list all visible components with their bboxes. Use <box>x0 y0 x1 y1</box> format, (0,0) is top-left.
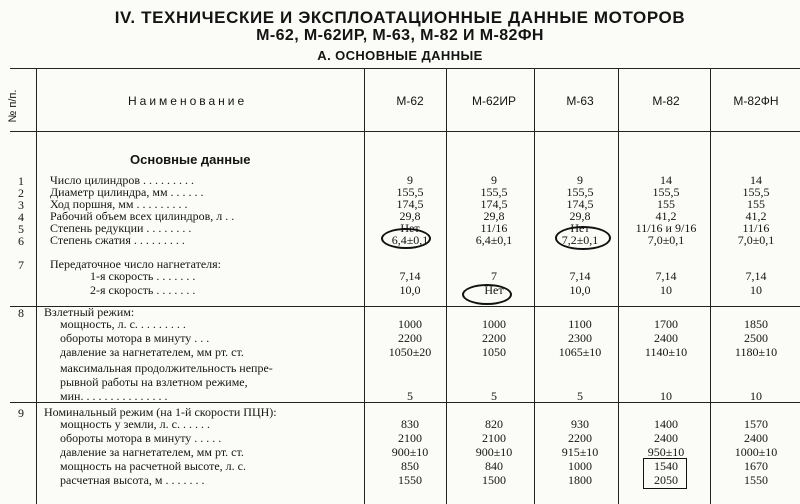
row-label: Номинальный режим (на 1-й скорости ПЦН): <box>44 405 277 419</box>
table-cell: 10,0 <box>569 283 591 297</box>
table-cell: 6,4±0,1 <box>475 233 513 247</box>
table-cell: 5 <box>577 389 583 403</box>
table-cell: 11/16 и 9/16 <box>635 221 697 235</box>
row-label: Ход поршня, мм . . . . . . . . . <box>50 197 188 211</box>
row-label: давление за нагнетателем, мм рт. ст. <box>60 345 244 359</box>
table-cell: 1570 <box>744 417 768 431</box>
title-line-2: М-62, М-62ИР, М-63, М-82 И М-82ФН <box>256 27 544 44</box>
pencil-box-mark <box>643 458 687 489</box>
table-cell: 2100 <box>398 431 422 445</box>
table-cell: 155,5 <box>566 185 594 199</box>
table-cell: 155 <box>657 197 675 211</box>
row-label: Рабочий объем всех цилиндров, л . . <box>50 209 235 223</box>
row-label: мин. . . . . . . . . . . . . . . <box>60 389 168 403</box>
table-cell: 29,8 <box>399 209 421 223</box>
table-cell: 29,8 <box>483 209 505 223</box>
table-cell: 2500 <box>744 331 768 345</box>
table-cell: 1400 <box>654 417 678 431</box>
table-cell: 9 <box>577 173 583 187</box>
table-cell: 7,14 <box>745 269 767 283</box>
row-number: 1 <box>18 174 24 188</box>
row-label: Степень редукции . . . . . . . . <box>50 221 192 235</box>
table-cell: 10 <box>750 283 762 297</box>
table-cell: 1100 <box>568 317 592 331</box>
table-cell: 1670 <box>744 459 768 473</box>
table-cell: 1700 <box>654 317 678 331</box>
header-bottom-rule <box>10 131 800 132</box>
row-label: расчетная высота, м . . . . . . . <box>60 473 205 487</box>
table-subtitle: А. ОСНОВНЫЕ ДАННЫЕ <box>317 48 483 63</box>
table-cell: 830 <box>401 417 419 431</box>
table-cell: 1850 <box>744 317 768 331</box>
table-cell: 1065±10 <box>558 345 602 359</box>
table-cell: 2300 <box>568 331 592 345</box>
row-number: 2 <box>18 186 24 200</box>
row-label: давление за нагнетателем, мм рт. ст. <box>60 445 244 459</box>
col-divider <box>364 68 365 504</box>
table-cell: 11/16 <box>480 221 508 235</box>
row-label: максимальная продолжительность непре- <box>60 361 273 375</box>
table-cell: 10 <box>750 389 762 403</box>
col-divider <box>36 68 37 504</box>
table-cell: 1000 <box>398 317 422 331</box>
row-label: Число цилиндров . . . . . . . . . <box>50 173 194 187</box>
table-cell: 2100 <box>482 431 506 445</box>
table-cell: 850 <box>401 459 419 473</box>
column-header-m82fn: М-82ФН <box>733 94 779 108</box>
column-header-m62ir: М-62ИР <box>472 94 516 108</box>
row-label: 2-я скорость . . . . . . . <box>90 283 196 297</box>
table-cell: 1000±10 <box>734 445 778 459</box>
table-cell: 840 <box>485 459 503 473</box>
table-cell: 155,5 <box>742 185 770 199</box>
row-label: обороты мотора в минуту . . . . . <box>60 431 222 445</box>
number-header-text: № п/п. <box>7 89 19 123</box>
table-cell: 174,5 <box>566 197 594 211</box>
row-label: мощность, л. с. . . . . . . . . <box>60 317 186 331</box>
row-label: 1-я скорость . . . . . . . <box>90 269 196 283</box>
table-cell: 7,14 <box>655 269 677 283</box>
pencil-circle-mark <box>462 284 512 305</box>
table-cell: 11/16 <box>742 221 770 235</box>
column-header-m82: М-82 <box>652 94 680 108</box>
table-cell: 900±10 <box>475 445 513 459</box>
table-cell: 174,5 <box>480 197 508 211</box>
row-number: 9 <box>18 406 24 420</box>
pencil-circle-mark <box>555 226 611 250</box>
table-cell: 9 <box>407 173 413 187</box>
row-label: Передаточное число нагнетателя: <box>50 257 221 271</box>
table-cell: 1050±20 <box>388 345 432 359</box>
table-cell: Нет <box>570 221 590 235</box>
row-number: 7 <box>18 258 24 272</box>
table-cell: 2200 <box>568 431 592 445</box>
table-cell: 1050 <box>482 345 506 359</box>
table-cell: 41,2 <box>745 209 767 223</box>
row-label: Диаметр цилиндра, мм . . . . . . <box>50 185 204 199</box>
table-cell: Нет <box>484 283 504 297</box>
row-number: 5 <box>18 222 24 236</box>
row-label: рывной работы на взлетном режиме, <box>60 375 248 389</box>
table-cell: 10 <box>660 389 672 403</box>
row-label: Взлетный режим: <box>44 305 135 319</box>
column-header-m62: М-62 <box>396 94 424 108</box>
table-cell: 155,5 <box>652 185 680 199</box>
table-cell: 950±10 <box>647 445 685 459</box>
table-cell: 2400 <box>654 331 678 345</box>
table-cell: 5 <box>491 389 497 403</box>
table-cell: 14 <box>750 173 762 187</box>
table-cell: 1550 <box>744 473 768 487</box>
row-label: Степень сжатия . . . . . . . . . <box>50 233 185 247</box>
table-cell: 7,0±0,1 <box>647 233 685 247</box>
row-label: обороты мотора в минуту . . . <box>60 331 210 345</box>
table-cell: 2200 <box>398 331 422 345</box>
table-cell: Нет <box>400 221 420 235</box>
table-cell: 10,0 <box>399 283 421 297</box>
table-cell: 7,0±0,1 <box>737 233 775 247</box>
table-cell: 2050 <box>654 473 678 487</box>
table-cell: 14 <box>660 173 672 187</box>
table-cell: 1000 <box>482 317 506 331</box>
table-cell: 155,5 <box>480 185 508 199</box>
table-cell: 1180±10 <box>734 345 778 359</box>
section-title: Основные данные <box>130 152 251 167</box>
title-line-1: IV. ТЕХНИЧЕСКИЕ И ЭКСПЛОАТАЦИОННЫЕ ДАННЫЕ МОТОРОВ <box>114 8 686 27</box>
table-cell: 820 <box>485 417 503 431</box>
table-cell: 2400 <box>744 431 768 445</box>
name-column-header: Наименование <box>128 94 248 108</box>
table-cell: 7,14 <box>399 269 421 283</box>
column-header-m63: М-63 <box>566 94 594 108</box>
table-cell: 174,5 <box>396 197 424 211</box>
table-cell: 41,2 <box>655 209 677 223</box>
table-cell: 915±10 <box>561 445 599 459</box>
table-cell: 5 <box>407 389 413 403</box>
row-number: 3 <box>18 198 24 212</box>
table-cell: 2200 <box>482 331 506 345</box>
table-cell: 7,2±0,1 <box>561 233 599 247</box>
row-number: 6 <box>18 234 24 248</box>
pencil-circle-mark <box>381 228 431 249</box>
table-cell: 6,4±0,1 <box>391 233 429 247</box>
table-top-rule <box>10 68 800 69</box>
table-cell: 900±10 <box>391 445 429 459</box>
row-number: 8 <box>18 306 24 320</box>
table-cell: 1140±10 <box>644 345 688 359</box>
table-cell: 29,8 <box>569 209 591 223</box>
number-column-header <box>3 82 23 130</box>
table-cell: 1800 <box>568 473 592 487</box>
table-cell: 1550 <box>398 473 422 487</box>
row-label: мощность на расчетной высоте, л. с. <box>60 459 246 473</box>
table-cell: 9 <box>491 173 497 187</box>
row-number: 4 <box>18 210 24 224</box>
col-divider <box>710 68 711 504</box>
table-cell: 7 <box>491 269 497 283</box>
table-cell: 1000 <box>568 459 592 473</box>
table-cell: 7,14 <box>569 269 591 283</box>
table-cell: 1500 <box>482 473 506 487</box>
row-label: мощность у земли, л. с. . . . . . <box>60 417 210 431</box>
table-cell: 1540 <box>654 459 678 473</box>
table-cell: 10 <box>660 283 672 297</box>
table-cell: 155 <box>747 197 765 211</box>
table-cell: 2400 <box>654 431 678 445</box>
table-cell: 155,5 <box>396 185 424 199</box>
table-cell: 930 <box>571 417 589 431</box>
